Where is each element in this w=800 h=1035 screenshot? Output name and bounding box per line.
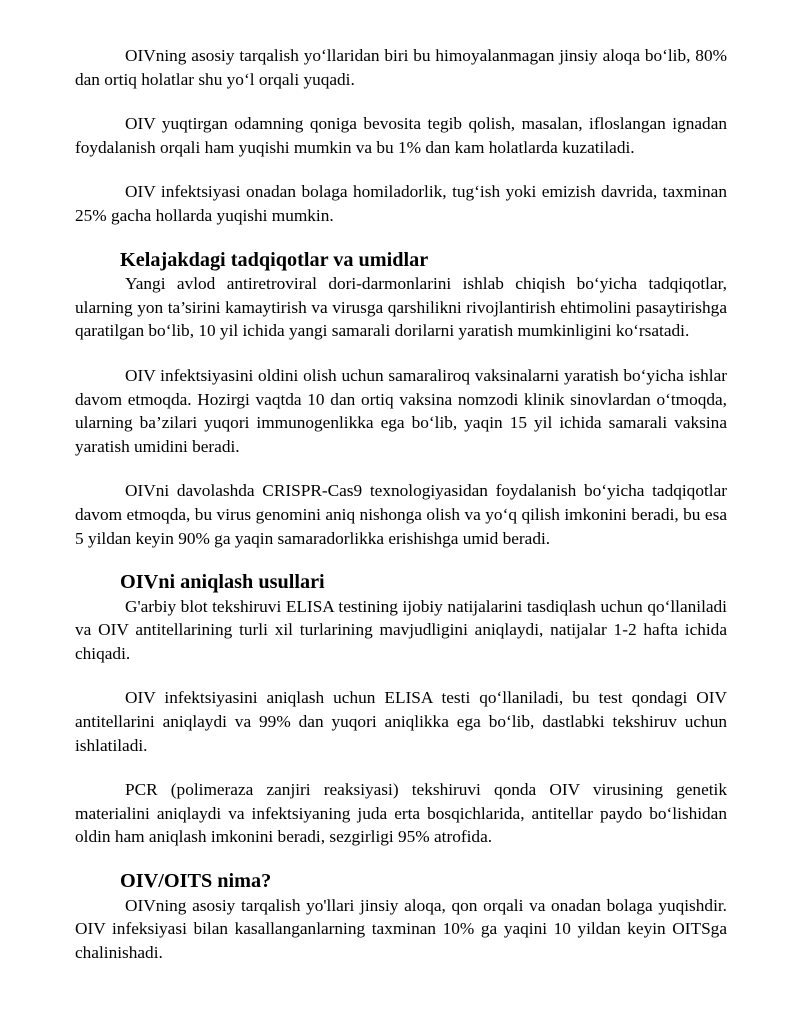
- heading-detection-methods: OIVni aniqlash usullari: [120, 571, 325, 594]
- paragraph-transmission-blood: OIV yuqtirgan odamning qoniga bevosita tegib qolish, masalan, ifloslangan ignadan foydalanish orqali ham yuqishi mumkin va bu 1% dan kam holatlarda kuzatiladi.: [75, 114, 727, 157]
- paragraph-antiretroviral-research: Yangi avlod antiretroviral dori-darmonlarini ishlab chiqish bo‘yicha tadqiqotlar, ularning yon ta’sirini kamaytirish va virusga qarshilikni rivojlantirish ehtimolini pasaytirishga qaratilgan bo‘lib, 10 yil ichida yangi samarali dorilarni yaratish mumkinligini ko‘rsatadi.: [75, 274, 727, 341]
- paragraph-hiv-overview: OIVning asosiy tarqalish yo'llari jinsiy aloqa, qon orqali va onadan bolaga yuqishdir. OIV infeksiyasi bilan kasallanganlarning taxminan 10% ga yaqini 10 yildan keyin OITSga chalinishadi.: [75, 895, 727, 962]
- document-page: [75, 44, 727, 964]
- paragraph-elisa: OIV infektsiyasini aniqlash uchun ELISA testi qo‘llaniladi, bu test qondagi OIV antitellarini aniqlaydi va 99% dan yuqori aniqlikka ega bo‘lib, dastlabki tekshiruv uchun ishlatiladi.: [75, 688, 727, 755]
- paragraph-western-blot: G'arbiy blot tekshiruvi ELISA testining ijobiy natijalarini tasdiqlash uchun qo‘llaniladi va OIV antitellarining turli xil turlarining mavjudligini aniqlaydi, natijalar 1-2 hafta ichida chiqadi.: [75, 596, 727, 663]
- paragraph-transmission-sexual: OIVning asosiy tarqalish yo‘llaridan biri bu himoyalanmagan jinsiy aloqa bo‘lib, 80% dan ortiq holatlar shu yo‘l orqali yuqadi.: [75, 46, 727, 89]
- paragraph-vaccine-research: OIV infektsiyasini oldini olish uchun samaraliroq vaksinalarni yaratish bo‘yicha ishlar davom etmoqda. Hozirgi vaqtda 10 dan ortiq vaksina nomzodi klinik sinovlardan o‘tmoqda, ularning ba’zilari yuqori immunogenlikka ega bo‘lib, yaqin 15 yil ichida samarali vaksina yaratish umidini beradi.: [75, 365, 727, 456]
- heading-what-is-hiv: OIV/OITS nima?: [120, 870, 272, 893]
- paragraph-pcr: PCR (polimeraza zanjiri reaksiyasi) tekshiruvi qonda OIV virusining genetik materialini aniqlaydi va infektsiyaning juda erta bosqichlarida, antitellar paydo bo‘lishidan oldin ham aniqlash imkonini beradi, sezgirligi 95% atrofida.: [75, 780, 727, 847]
- paragraph-transmission-mother-child: OIV infektsiyasi onadan bolaga homiladorlik, tug‘ish yoki emizish davrida, taxminan 25% gacha hollarda yuqishi mumkin.: [75, 182, 727, 225]
- paragraph-crispr-research: OIVni davolashda CRISPR-Cas9 texnologiyasidan foydalanish bo‘yicha tadqiqotlar davom etmoqda, bu virus genomini aniq nishonga olish va yo‘q qilish imkonini beradi, bu esa 5 yildan keyin 90% ga yaqin samaradorlikka erishishga umid beradi.: [75, 481, 727, 548]
- heading-future-research: Kelajakdagi tadqiqotlar va umidlar: [120, 248, 429, 271]
